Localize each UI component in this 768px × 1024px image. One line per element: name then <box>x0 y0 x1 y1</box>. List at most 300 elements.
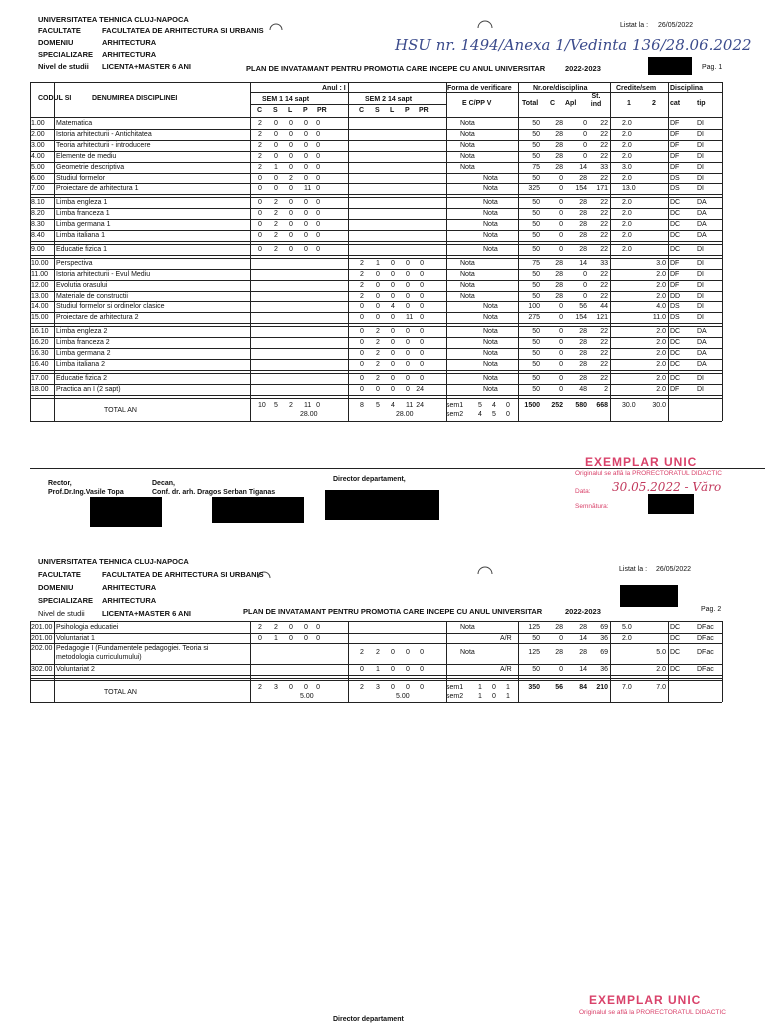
sem1-subheader: S <box>273 107 278 114</box>
hours-value: 28 <box>555 130 563 138</box>
total-exam-sem2: 1 <box>478 692 482 700</box>
discipline-category: DF <box>670 270 680 278</box>
hours-value: 50 <box>532 270 540 278</box>
total-exam-sem1: 1 <box>506 683 510 691</box>
discipline-category: DC <box>670 339 681 347</box>
verification-form: Nota <box>460 141 475 149</box>
discipline-type: DI <box>697 314 704 322</box>
hours-value: 56 <box>579 303 587 311</box>
sem2-hours: 0 <box>360 385 364 393</box>
credits-sem1: 2.0 <box>622 130 632 138</box>
sem1-hours: 0 <box>304 174 308 182</box>
total-exam-sem2: 1 <box>506 692 510 700</box>
sem1-hours: 0 <box>289 245 293 253</box>
hours-value: 33 <box>600 259 608 267</box>
column-divider <box>610 82 611 421</box>
sem1-hours: 0 <box>316 152 320 160</box>
discipline-type: DI <box>697 292 704 300</box>
row-name: Studiul formelor <box>56 174 106 182</box>
hours-value: 0 <box>559 350 563 357</box>
total-exam-sem1: 0 <box>492 683 496 691</box>
hours-value: 22 <box>600 221 608 229</box>
hours-value: 50 <box>532 199 540 207</box>
discipline-category: DC <box>670 245 681 253</box>
hours-value: 0 <box>583 120 587 127</box>
discipline-type: DFac <box>697 666 714 673</box>
sem2-hours: 0 <box>406 270 410 278</box>
stamp-date-handwritten: 30.05.2022 - Văro <box>612 480 722 494</box>
specialization-value: ARHITECTURA <box>102 50 157 59</box>
hours-value: 0 <box>559 328 563 336</box>
stamp-title-p2: EXEMPLAR UNIC <box>589 993 702 1007</box>
sem1-hours: 2 <box>258 152 262 160</box>
sem2-hours: 0 <box>360 374 364 382</box>
sem2-hours: 2 <box>376 328 380 336</box>
discipline-type: DA <box>697 339 707 347</box>
credits-sem2: 11.0 <box>652 314 666 322</box>
discipline-tip-header: tip <box>697 100 706 107</box>
sem2-hours: 2 <box>360 292 364 300</box>
total-sem1-sum: 5.00 <box>300 692 314 700</box>
sem1-hours: 0 <box>316 185 320 193</box>
sem1-hours: 0 <box>304 163 308 171</box>
year-header: Anul : I <box>322 85 346 92</box>
row-name: Studiul formelor si ordinelor clasice <box>56 303 165 311</box>
hours-value: 125 <box>528 624 540 631</box>
discipline-category: DF <box>670 141 680 149</box>
total-exam-sem1: 1 <box>478 683 482 691</box>
hours-value: 28 <box>555 259 563 267</box>
sem2-hours: 0 <box>391 374 395 382</box>
row-code: 8.10 <box>31 199 45 207</box>
row-code: 201.00 <box>31 624 53 631</box>
sem2-hours: 0 <box>376 270 380 278</box>
row-code: 14.00 <box>31 303 49 311</box>
hours-value: 28 <box>579 374 587 382</box>
hours-value: 0 <box>559 199 563 207</box>
credits-sem2: 3.0 <box>656 259 666 267</box>
discipline-category: DD <box>670 292 681 300</box>
credits-sem1: 2.0 <box>622 245 632 253</box>
credits-sem1: 2.0 <box>622 174 632 182</box>
row-code: 17.00 <box>31 374 49 382</box>
hours-value: 50 <box>532 120 540 127</box>
sem1-hours: 11 <box>304 185 312 193</box>
verification-form: Nota <box>483 232 498 239</box>
row-name: Limba italiana 2 <box>56 360 106 368</box>
hours-value: 28 <box>555 292 563 300</box>
stamp-line: Originalul se află la PRORECTORATUL DIDACTIC <box>575 470 722 477</box>
discipline-category: DC <box>670 232 681 239</box>
discipline-category: DC <box>670 649 681 656</box>
discipline-category: DS <box>670 314 680 322</box>
row-code: 2.00 <box>31 130 45 138</box>
total-divider <box>30 398 722 399</box>
sem1-hours: 0 <box>289 120 293 127</box>
sem2-hours: 0 <box>420 270 424 278</box>
sem1-hours: 2 <box>274 245 278 253</box>
row-code: 201.00 <box>31 634 53 642</box>
row-name: Matematica <box>56 120 93 127</box>
redaction-block <box>90 497 162 527</box>
plan-title-p2: PLAN DE INVATAMANT PENTRU PROMOTIA CARE INCEPE CU ANUL UNIVERSITAR <box>243 607 543 616</box>
discipline-category: DC <box>670 624 681 631</box>
sem1-hours: 0 <box>316 199 320 207</box>
page-number: Pag. 1 <box>702 64 723 71</box>
sem1-hours: 0 <box>289 185 293 193</box>
listed-label-p2: Listat la : <box>619 566 648 573</box>
sem2-hours: 0 <box>420 314 424 322</box>
sem1-hours: 0 <box>289 152 293 160</box>
hours-apl-header: Apl <box>565 100 577 107</box>
hours-value: 50 <box>532 232 540 239</box>
row-divider <box>30 370 722 371</box>
sem2-hours: 0 <box>360 314 364 322</box>
discipline-type: DA <box>697 232 707 239</box>
sem1-hours: 2 <box>274 210 278 218</box>
column-divider <box>250 621 251 702</box>
sem2-hours: 0 <box>391 292 395 300</box>
row-code: 8.20 <box>31 210 45 218</box>
row-code: 1.00 <box>31 120 45 127</box>
university-name: UNIVERSITATEA TEHNICA CLUJ-NAPOCA <box>38 15 189 24</box>
sem2-hours: 2 <box>360 259 364 267</box>
verification-form: Nota <box>483 210 498 218</box>
discipline-type: DI <box>697 163 704 171</box>
hours-value: 44 <box>600 303 608 311</box>
sem1-hours: 0 <box>316 232 320 239</box>
total-exam-sem2: sem2 <box>446 692 464 700</box>
hours-value: 50 <box>532 328 540 336</box>
hours-value: 50 <box>532 130 540 138</box>
total-sem2: 4 <box>391 401 395 409</box>
row-name: Proiectare de arhitectura 2 <box>56 314 139 322</box>
column-divider <box>446 82 447 421</box>
row-divider <box>30 173 722 174</box>
sem1-hours: 0 <box>289 210 293 218</box>
study-level-label: Nivel de studii <box>38 62 89 71</box>
total-exam-sem1: sem1 <box>446 401 464 409</box>
credits-sem2: 2.0 <box>656 385 666 393</box>
sem1-hours: 0 <box>304 624 308 631</box>
row-name: Geometrie descriptiva <box>56 163 125 171</box>
row-name: Voluntariat 1 <box>56 634 95 642</box>
sem2-hours: 0 <box>420 374 424 382</box>
row-divider <box>30 197 722 198</box>
discipline-type: DI <box>697 174 704 182</box>
hours-value: 2 <box>604 385 608 393</box>
sem2-hours: 0 <box>420 350 424 357</box>
verification-form: Nota <box>483 221 498 229</box>
hours-stind-header: St. ind <box>590 93 602 108</box>
col-name-header: DENUMIREA DISCIPLINEI <box>92 95 178 102</box>
credits-sem2: 2.0 <box>656 374 666 382</box>
row-divider <box>30 255 722 256</box>
hours-value: 50 <box>532 385 540 393</box>
hours-value: 0 <box>559 634 563 642</box>
sem2-hours: 2 <box>360 270 364 278</box>
sem1-hours: 0 <box>316 130 320 138</box>
sem2-hours: 2 <box>360 649 364 656</box>
discipline-category: DF <box>670 152 680 160</box>
sem2-hours: 0 <box>420 339 424 347</box>
discipline-type: DA <box>697 328 707 336</box>
column-divider <box>348 82 349 421</box>
listed-date: 26/05/2022 <box>658 22 694 29</box>
sem1-subheader: PR <box>317 107 327 114</box>
verification-form: Nota <box>483 374 498 382</box>
row-code: 13.00 <box>31 292 49 300</box>
total-exam-sem2: 4 <box>478 410 482 418</box>
column-divider <box>250 82 251 421</box>
sem1-hours: 0 <box>304 210 308 218</box>
rector-name: Prof.Dr.Ing.Vasile Topa <box>48 489 124 496</box>
credits-sem1: 2.0 <box>622 120 632 127</box>
verification-form: Nota <box>483 328 498 336</box>
hours-value: 50 <box>532 245 540 253</box>
column-divider <box>668 621 669 702</box>
row-name: Istoria arhitecturii - Antichitatea <box>56 130 152 138</box>
hours-value: 154 <box>575 314 587 322</box>
credits-sem2-header: 2 <box>652 100 656 107</box>
sem1-hours: 0 <box>304 221 308 229</box>
credits-sem1: 2.0 <box>622 210 632 218</box>
total-sem2: 24 <box>416 401 424 409</box>
hours-value: 0 <box>559 185 563 193</box>
total-exam-sem1: 0 <box>506 401 510 409</box>
credits-sem2: 2.0 <box>656 666 666 673</box>
total-exam-sem1: 5 <box>478 401 482 409</box>
hours-value: 22 <box>600 174 608 182</box>
sem1-hours: 0 <box>304 199 308 207</box>
row-divider <box>30 162 722 163</box>
row-divider <box>30 633 722 634</box>
hours-value: 28 <box>555 281 563 289</box>
handwritten-decision: HSU nr. 1494/Anexa 1/Vedinta 136/28.06.2022 <box>395 36 752 54</box>
row-name: Educatie fizica 1 <box>56 245 107 253</box>
hours-value: 69 <box>600 649 608 656</box>
verification-form: Nota <box>460 163 475 171</box>
total-sem2: 0 <box>391 683 395 691</box>
sem2-hours: 0 <box>420 360 424 368</box>
total-sem2: 2 <box>360 683 364 691</box>
row-name: Materiale de constructii <box>56 292 128 300</box>
hours-value: 28 <box>579 245 587 253</box>
sem1-hours: 0 <box>289 163 293 171</box>
sem1-hours: 0 <box>316 245 320 253</box>
hours-value: 28 <box>555 163 563 171</box>
hours-value: 69 <box>600 624 608 631</box>
discipline-category: DC <box>670 199 681 207</box>
sem2-hours: 1 <box>376 259 380 267</box>
sem2-hours: 0 <box>360 666 364 673</box>
row-name: Practica an I (2 sapt) <box>56 385 121 393</box>
verification-form: Nota <box>483 385 498 393</box>
domain-label: DOMENIU <box>38 38 74 47</box>
discipline-category: DS <box>670 174 680 182</box>
hours-value: 0 <box>583 292 587 300</box>
row-name: Psihologia educatiei <box>56 624 119 631</box>
hours-value: 28 <box>579 232 587 239</box>
row-code: 202.00 <box>31 645 53 652</box>
hours-value: 0 <box>559 374 563 382</box>
discipline-type: DI <box>697 385 704 393</box>
credits-sem2: 2.0 <box>656 360 666 368</box>
redaction-block <box>648 494 694 514</box>
sem1-hours: 0 <box>289 199 293 207</box>
hours-value: 0 <box>559 303 563 311</box>
sem1-hours: 2 <box>258 624 262 631</box>
discipline-category: DS <box>670 185 680 193</box>
sem1-hours: 0 <box>316 221 320 229</box>
col-code-header: CODUL SI <box>38 95 72 102</box>
sem1-hours: 0 <box>274 130 278 138</box>
verification-subheader: E C/PP V <box>462 100 492 107</box>
hours-total-header: Total <box>522 100 539 107</box>
verification-form: Nota <box>483 303 498 311</box>
redaction-block <box>620 585 678 607</box>
verification-form: Nota <box>460 624 475 631</box>
hours-value: 28 <box>579 328 587 336</box>
column-divider <box>30 621 31 702</box>
hours-value: 0 <box>559 314 563 322</box>
hours-value: 50 <box>532 141 540 149</box>
sem1-hours: 0 <box>304 232 308 239</box>
sem2-hours: 0 <box>360 360 364 368</box>
verification-form: Nota <box>460 130 475 138</box>
sem1-subheader: P <box>303 107 308 114</box>
hours-value: 28 <box>579 624 587 631</box>
sem2-hours: 0 <box>406 350 410 357</box>
total-exam-sem1: 4 <box>492 401 496 409</box>
sem2-hours: 0 <box>391 270 395 278</box>
total-sem1: 0 <box>316 683 320 691</box>
hours-value: 28 <box>555 152 563 160</box>
hours-value: 22 <box>600 360 608 368</box>
column-divider <box>722 82 723 421</box>
discipline-type: DFac <box>697 624 714 631</box>
sem1-hours: 0 <box>258 634 262 642</box>
sem1-hours: 1 <box>274 163 278 171</box>
discipline-type: DI <box>697 185 704 193</box>
discipline-category: DC <box>670 666 681 673</box>
column-divider <box>348 621 349 702</box>
sem2-hours: 0 <box>420 666 424 673</box>
row-divider <box>30 323 722 324</box>
verification-form: Nota <box>483 339 498 347</box>
sem1-hours: 0 <box>258 174 262 182</box>
total-sem2: 11 <box>406 401 414 409</box>
sem2-hours: 0 <box>391 314 395 322</box>
sem2-header: SEM 2 14 sapt <box>365 96 413 103</box>
discipline-type: DFac <box>697 634 714 642</box>
hours-value: 36 <box>600 666 608 673</box>
dean-label: Decan, <box>152 480 175 487</box>
hours-value: 14 <box>579 259 587 267</box>
hours-value: 171 <box>596 185 608 193</box>
column-divider <box>54 621 55 702</box>
row-name: Educatie fizica 2 <box>56 374 107 382</box>
sem1-hours: 0 <box>316 120 320 127</box>
sem1-hours: 2 <box>274 221 278 229</box>
stamp-line-p2: Originalul se află la PRORECTORATUL DIDACTIC <box>579 1009 726 1016</box>
total-hours: 350 <box>528 683 540 691</box>
discipline-category: DF <box>670 281 680 289</box>
sem1-hours: 0 <box>316 163 320 171</box>
row-name: Voluntariat 2 <box>56 666 95 673</box>
total-divider <box>30 680 722 681</box>
row-divider <box>30 230 722 231</box>
hours-value: 121 <box>596 314 608 322</box>
sem2-hours: 2 <box>376 649 380 656</box>
discipline-category: DC <box>670 634 681 642</box>
discipline-header: Disciplina <box>670 85 704 92</box>
sem2-hours: 0 <box>391 281 395 289</box>
row-name: Limba engleza 2 <box>56 328 108 336</box>
discipline-category: DF <box>670 385 680 393</box>
sem2-hours: 0 <box>406 328 410 336</box>
table-bottom-border <box>30 421 722 422</box>
sem1-hours: 2 <box>258 120 262 127</box>
verification-form: Nota <box>460 152 475 160</box>
verification-form: Nota <box>483 314 498 322</box>
sem2-hours: 0 <box>391 328 395 336</box>
sem1-hours: 0 <box>274 120 278 127</box>
sem1-hours: 0 <box>258 221 262 229</box>
hours-value: 14 <box>579 163 587 171</box>
sem2-hours: 0 <box>376 292 380 300</box>
sem2-hours: 0 <box>420 292 424 300</box>
total-sem1: 0 <box>316 401 320 409</box>
sem2-hours: 0 <box>391 649 395 656</box>
table-top-border <box>30 82 722 83</box>
page-number-p2: Pag. 2 <box>701 606 722 613</box>
discipline-type: DI <box>697 141 704 149</box>
hours-value: 0 <box>583 270 587 278</box>
verification-form: Nota <box>460 281 475 289</box>
faculty-label: FACULTATE <box>38 26 81 35</box>
hours-c-header: C <box>550 100 556 107</box>
hours-value: 0 <box>559 245 563 253</box>
hours-value: 28 <box>579 350 587 357</box>
total-exam-sem2: sem2 <box>446 410 464 418</box>
sem2-hours: 0 <box>391 259 395 267</box>
total-sem1: 5 <box>274 401 278 409</box>
hours-value: 0 <box>583 152 587 160</box>
sem2-hours: 0 <box>406 292 410 300</box>
hours-value: 28 <box>579 339 587 347</box>
sem2-hours: 0 <box>420 303 424 311</box>
row-code: 3.00 <box>31 141 45 149</box>
hours-value: 50 <box>532 221 540 229</box>
credits-sem1-header: 1 <box>627 100 631 107</box>
sem1-hours: 0 <box>316 634 320 642</box>
discipline-category: DS <box>670 303 680 311</box>
hours-value: 0 <box>583 141 587 149</box>
discipline-type: DI <box>697 130 704 138</box>
hours-value: 22 <box>600 120 608 127</box>
row-code: 11.00 <box>31 270 48 278</box>
hours-value: 50 <box>532 360 540 368</box>
hours-value: 50 <box>532 210 540 218</box>
sem2-subheader: C <box>359 107 365 114</box>
sem1-hours: 0 <box>258 199 262 207</box>
hours-value: 325 <box>528 185 540 193</box>
hours-value: 22 <box>600 245 608 253</box>
sem2-hours: 0 <box>406 281 410 289</box>
sem1-subheader: L <box>288 107 293 114</box>
verification-form: Nota <box>483 350 498 357</box>
